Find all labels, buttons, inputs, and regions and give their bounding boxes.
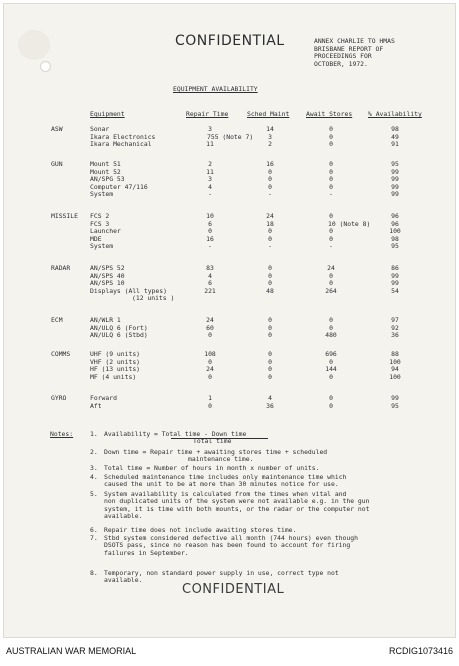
note-line: available. — [104, 512, 143, 521]
note-number: 7. — [90, 534, 98, 542]
cell-await: 0 — [329, 234, 333, 243]
equipment-name: System — [90, 242, 114, 251]
equipment-name: VHF (2 units) — [90, 357, 141, 366]
cell-await: 0 — [329, 271, 333, 280]
cell-await: 0 — [329, 182, 333, 191]
cell-await: 0 — [329, 401, 333, 410]
note-line: failures in September. — [104, 548, 189, 557]
cell-sched: - — [268, 190, 272, 199]
group-label: ASW — [51, 125, 63, 133]
cell-avail: 86 — [391, 264, 399, 272]
cell-await: 0 — [329, 227, 333, 236]
equipment-name: MF (4 units) — [90, 372, 137, 381]
cell-sched: 3 — [268, 132, 272, 141]
cell-avail: 92 — [391, 323, 399, 332]
cell-sched: 36 — [266, 401, 274, 410]
note-line: Repair time does not include awaiting stores time. — [104, 526, 297, 534]
equipment-name: Launcher — [90, 227, 121, 236]
cell-rep: 4 — [208, 182, 212, 191]
cell-sched: 0 — [268, 234, 272, 243]
cell-sched: 0 — [268, 271, 272, 280]
cell-await: 0 — [329, 372, 333, 381]
cell-sched: 48 — [266, 286, 274, 295]
document-title: EQUIPMENT AVAILABILITY — [173, 85, 258, 93]
cell-await: 0 — [329, 167, 333, 176]
archive-reference: RCDIG1073416 — [388, 646, 453, 656]
note-line: Down time = Repair time + awaiting stores time + scheduled — [104, 448, 328, 456]
note-number: 6. — [90, 526, 98, 534]
equipment-name: AN/SPS 52 — [90, 264, 125, 272]
note-line: Availability = Total time - Down time — [104, 430, 247, 438]
notes-label: Notes: — [50, 430, 74, 438]
cell-sched: 4 — [268, 394, 272, 402]
cell-avail: 95 — [391, 160, 399, 168]
punch-hole-top — [40, 61, 51, 72]
cell-sched: 0 — [268, 357, 272, 366]
cell-sched: 0 — [268, 316, 272, 324]
group-label: GYRO — [51, 394, 67, 402]
annex-line: PROCEEDINGS FOR — [314, 52, 372, 60]
cell-rep: 60 — [206, 323, 214, 332]
cell-sched: 14 — [266, 125, 274, 133]
equipment-name: Mount 51 — [90, 160, 121, 168]
cell-rep: 24 — [206, 316, 214, 324]
note-line: system, it is time with both mounts, or the radar or the computer not — [104, 504, 370, 513]
cell-await: 0 — [329, 279, 333, 288]
cell-rep: 0 — [208, 372, 212, 381]
cell-sched: 0 — [268, 350, 272, 358]
cell-avail: 100 — [389, 372, 401, 381]
cell-avail: 91 — [391, 140, 399, 149]
equipment-name: Computer 47/116 — [90, 182, 148, 191]
equipment-name: AN/ULQ 6 (Stbd) — [90, 331, 148, 340]
cell-rep: 3 — [208, 175, 212, 184]
cell-await: 0 — [329, 132, 333, 141]
cell-sched: 18 — [266, 219, 274, 228]
cell-avail: 96 — [391, 212, 399, 220]
cell-sched: 0 — [268, 175, 272, 184]
note-line: Temporary, non standard power supply in use, correct type not — [104, 569, 339, 577]
cell-await: 0 — [329, 394, 333, 402]
group-label: COMMS — [51, 350, 71, 358]
cell-avail: 96 — [391, 219, 399, 228]
equipment-name: AN/SPS 40 — [90, 271, 125, 280]
cell-await: 0 — [329, 323, 333, 332]
cell-await: 0 — [329, 357, 333, 366]
cell-avail: 99 — [391, 271, 399, 280]
note-number: 5. — [90, 490, 98, 498]
note-line: System availability is calculated from the times when vital and — [104, 490, 347, 498]
cell-sched: 0 — [268, 227, 272, 236]
cell-rep: 0 — [208, 357, 212, 366]
equipment-name: Displays (All types) — [90, 286, 167, 295]
cell-sched: 16 — [266, 160, 274, 168]
cell-sched: - — [268, 242, 272, 251]
equipment-name: Sonar — [90, 125, 110, 133]
cell-await: 0 — [329, 125, 333, 133]
cell-avail: 99 — [391, 182, 399, 191]
cell-sched: 0 — [268, 331, 272, 340]
equipment-name: System — [90, 190, 114, 199]
cell-avail: 95 — [391, 242, 399, 251]
cell-await: 0 — [329, 212, 333, 220]
note-number: 2. — [90, 448, 98, 456]
note-line: caused the unit to be at more than 30 minutes notice for use. — [104, 480, 339, 489]
cell-rep: - — [208, 242, 212, 251]
cell-rep: 83 — [206, 264, 214, 272]
cell-rep: 6 — [208, 219, 212, 228]
cell-rep: 24 — [206, 365, 214, 374]
equipment-name: Ikara Electronics — [90, 132, 156, 141]
cell-avail: 99 — [391, 279, 399, 288]
equipment-name: Ikara Mechanical — [90, 140, 152, 149]
cell-sched: 0 — [268, 167, 272, 176]
cell-await: - — [329, 190, 333, 199]
cell-rep: 16 — [206, 234, 214, 243]
cell-rep: 108 — [204, 350, 216, 358]
group-label: RADAR — [51, 264, 71, 272]
classification-header: CONFIDENTIAL — [175, 33, 285, 49]
equipment-name: Forward — [90, 394, 117, 402]
cell-rep: 0 — [208, 401, 212, 410]
equipment-name: (12 units ) — [132, 294, 175, 303]
cell-sched: 0 — [268, 323, 272, 332]
classification-footer: CONFIDENTIAL — [182, 582, 285, 597]
note-line: Total time — [193, 437, 232, 446]
equipment-name: AN/SPG 53 — [90, 175, 125, 184]
cell-avail: 99 — [391, 394, 399, 402]
cell-avail: 99 — [391, 175, 399, 184]
equipment-name: HF (13 units) — [90, 365, 141, 374]
col-header-repair-time: Repair Time — [186, 110, 229, 118]
group-label: MISSILE — [51, 212, 78, 220]
col-header-await-stores: Await Stores — [306, 110, 353, 118]
group-label: ECM — [51, 316, 63, 324]
cell-await: 0 — [329, 160, 333, 168]
cell-avail: 98 — [391, 125, 399, 133]
col-header-equipment: Equipment — [90, 110, 125, 118]
cell-avail: 36 — [391, 331, 399, 340]
cell-await: 0 — [329, 175, 333, 184]
cell-rep: 1 — [208, 394, 212, 402]
cell-sched: 0 — [268, 372, 272, 381]
note-line: maintenance time. — [188, 455, 254, 464]
note-line: Scheduled maintenance time includes only maintenance time which — [104, 473, 347, 481]
equipment-name: FCS 2 — [90, 212, 110, 220]
cell-rep: 755 (Note 7) — [207, 132, 254, 141]
note-line: Total time = Number of hours in month x number of units. — [104, 464, 320, 472]
cell-sched: 0 — [268, 264, 272, 272]
equipment-name: Mount 52 — [90, 167, 121, 176]
cell-rep: 0 — [208, 227, 212, 236]
cell-avail: 99 — [391, 190, 399, 199]
note-line: DSOTS pass, since no reason has been found to account for firing — [104, 541, 351, 550]
cell-rep: 11 — [206, 140, 214, 149]
equipment-name: FCS 3 — [90, 219, 110, 228]
fraction-bar — [171, 438, 268, 439]
cell-avail: 99 — [391, 167, 399, 176]
cell-avail: 97 — [391, 316, 399, 324]
note-line: Stbd system considered defective all month (744 hours) even though — [104, 534, 358, 542]
equipment-name: AN/ULQ 6 (Fort) — [90, 323, 148, 332]
cell-sched: 2 — [268, 140, 272, 149]
cell-await: 0 — [329, 140, 333, 149]
cell-rep: 221 — [204, 286, 216, 295]
cell-await: 10 (Note 8) — [328, 219, 371, 228]
group-label: GUN — [51, 160, 63, 168]
equipment-name: AN/SPS 10 — [90, 279, 125, 288]
cell-await: 696 — [325, 350, 337, 358]
cell-avail: 49 — [391, 132, 399, 141]
note-number: 4. — [90, 473, 98, 481]
cell-rep: 6 — [208, 279, 212, 288]
cell-rep: 3 — [208, 125, 212, 133]
cell-await: 0 — [329, 316, 333, 324]
annex-line: ANNEX CHARLIE TO HMAS — [314, 37, 395, 45]
col-header-availability: % Availability — [368, 110, 422, 118]
note-line: available. — [104, 576, 143, 585]
cell-avail: 54 — [391, 286, 399, 295]
cell-sched: 0 — [268, 365, 272, 374]
equipment-name: MDE — [90, 234, 102, 243]
cell-rep: 10 — [206, 212, 214, 220]
paper-stain — [18, 30, 50, 60]
cell-avail: 100 — [389, 357, 401, 366]
annex-line: OCTOBER, 1972. — [314, 59, 368, 68]
cell-sched: 0 — [268, 279, 272, 288]
note-number: 3. — [90, 464, 98, 472]
note-number: 8. — [90, 569, 98, 577]
cell-await: 24 — [327, 264, 335, 272]
cell-avail: 88 — [391, 350, 399, 358]
cell-rep: 2 — [208, 160, 212, 168]
note-number: 1. — [90, 430, 98, 438]
cell-await: 144 — [325, 365, 337, 374]
cell-sched: 0 — [268, 182, 272, 191]
equipment-name: AN/WLR 1 — [90, 316, 121, 324]
cell-await: 264 — [325, 286, 337, 295]
cell-await: 480 — [325, 331, 337, 340]
cell-await: - — [329, 242, 333, 251]
annex-line: BRISBANE REPORT OF — [314, 44, 384, 53]
col-header-sched-maint: Sched Maint — [247, 110, 290, 118]
cell-rep: - — [208, 190, 212, 199]
archive-credit: AUSTRALIAN WAR MEMORIAL — [6, 646, 137, 656]
cell-avail: 100 — [389, 227, 401, 236]
note-line: non duplicated units of the system were not available e.g. in the gun — [104, 497, 370, 506]
cell-avail: 94 — [391, 365, 399, 374]
cell-avail: 98 — [391, 234, 399, 243]
cell-avail: 95 — [391, 401, 399, 410]
cell-sched: 24 — [266, 212, 274, 220]
cell-rep: 11 — [206, 167, 214, 176]
cell-rep: 0 — [208, 331, 212, 340]
equipment-name: Aft — [90, 401, 102, 410]
cell-rep: 4 — [208, 271, 212, 280]
equipment-name: UHF (9 units) — [90, 350, 141, 358]
